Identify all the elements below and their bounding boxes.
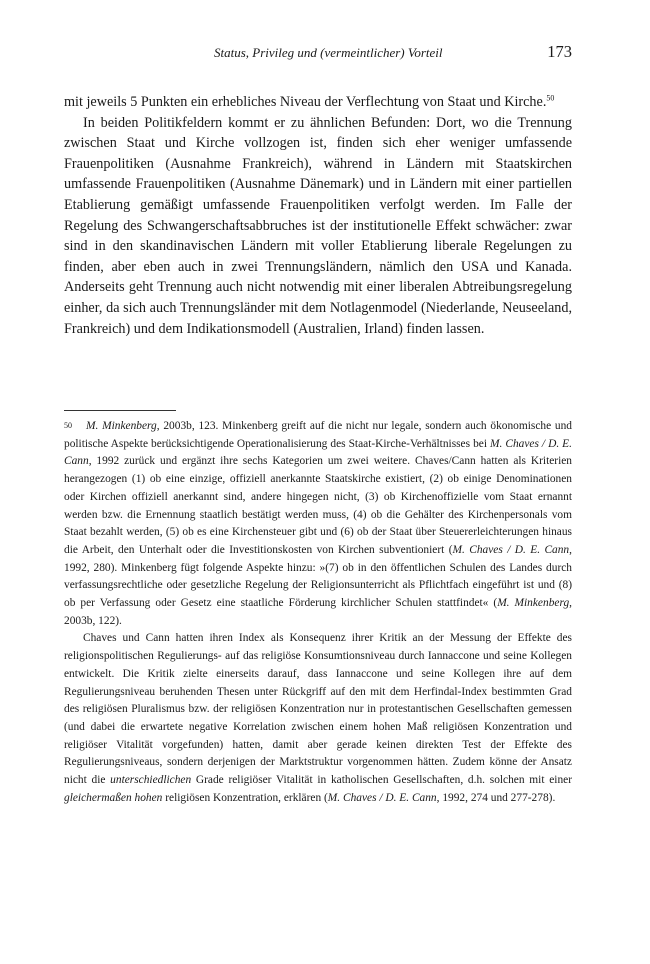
- paragraph-text: mit jeweils 5 Punkten ein erhebliches Niveau der Verflechtung von Staat und Kirche.: [64, 94, 547, 110]
- citation-author: M. Chaves / D. E. Cann: [64, 437, 572, 468]
- emphasis: gleichermaßen hohen: [64, 791, 163, 804]
- footnote-text: , 1992, 280). Minkenberg fügt folgende Aspekte hinzu: »(7) ob in den öffentlichen Schulen des Landes durch verfassungsrechtliche oder gesetzliche Regelung der Religionsunterricht als Pflichtfach eingeführt ist und (8) ob per Verfassung oder Gesetz eine staatliche Förderung kirchlicher Schulen stattfindet« (: [64, 543, 572, 610]
- footnote-text: , 1992, 274 und 277-278).: [436, 791, 556, 804]
- paragraph-continued: [64, 92, 572, 113]
- footnote-text: Chaves und Cann hatten ihren Index als Konsequenz ihrer Kritik an der Messung der Effekte des religionspolitischen Regulierungs- auf das religiöse Konsumtionsniveau durch Iannaccone und seine Kollegen entwickelt. Die Kritik zielte einerseits darauf, dass Iannaccone und seine Kollegen ihre auf dem Regulierungsniveau beruhenden Thesen unter Rückgriff auf den mit dem Herfindal-Index bestimmten Grad des religiösen Pluralismus bzw. der religiösen Konzentration nur in protestantischen Gesellschaften gemessen (und dabei die erwartete negative Korrelation zwischen einem hohen Maß religiösen Konzentration und religiöser Vitalität vorgefunden) hatten, damit aber gerade keinen direkten Test der Effekte des Regulierungsniveaus, sondern derjenigen der Marktstruktur vorgenommen hätten. Zudem könne der Ansatz nicht die: [64, 632, 572, 787]
- footnote-number: 50: [64, 421, 72, 430]
- footnote-text: , 1992 zurück und ergänzt ihre sechs Kategorien um zwei weitere. Chaves/Cann hatten als Kriterien herangezogen (1) ob eine einzige, offiziell anerkannte Staatskirche existiert, (2) ob einige Denominationen oder Kirchen offiziell anerkannt sind, andere hingegen nicht, (3) ob Kirchenoffizielle vom Staat ernannt werden bzw. die Ernennung staatlich bestätigt werden muss, (4) ob die Gehälter des Kirchenpersonals vom Staat bezahlt werden, (5) ob es eine Kirchensteuer gibt und (6) ob der Staat über Steuererleichterungen hinaus die Arbeit, den Unterhalt oder die Investitionskosten von Kirchen subventioniert (: [64, 455, 572, 556]
- footnote-separator: [64, 410, 176, 411]
- footnote-text: , 2003b, 122).: [64, 597, 573, 627]
- citation-author: M. Minkenberg: [497, 597, 570, 610]
- footnote-text: , 2003b, 123. Minkenberg greift auf die nicht nur legale, sondern auch ökonomische und politische Aspekte berücksichtigende Operationalisierung des Staat-Kirche-Verhältnisses bei: [64, 420, 572, 450]
- footnote-50: [64, 418, 572, 630]
- main-text: [64, 92, 572, 339]
- running-header: [62, 42, 572, 65]
- page-number: 173: [547, 42, 572, 61]
- citation-author: M. Chaves / D. E. Cann: [452, 543, 570, 556]
- emphasis: unterschiedlichen: [110, 774, 192, 787]
- footnote-paragraph: [64, 630, 572, 807]
- citation-author: M. Chaves / D. E. Cann: [327, 791, 437, 804]
- citation-author: M. Minkenberg: [86, 420, 157, 432]
- running-title: Status, Privileg und (vermeintlicher) Vorteil: [214, 45, 443, 60]
- footnote-reference: 50: [546, 93, 555, 103]
- footnotes: [64, 418, 572, 807]
- footnote-text: Grade religiöser Vitalität in katholischen Gesellschaften, d.h. solchen mit einer: [191, 774, 572, 787]
- footnote-text: religiösen Konzentration, erklären (: [162, 791, 328, 804]
- paragraph: In beiden Politikfeldern kommt er zu ähnlichen Befunden: Dort, wo die Trennung zwischen Staat und Kirche vollzogen ist, finden sich eher weniger umfassende Frauenpolitiken (Ausnahme Frankreich), während in Ländern mit Staatskirchen umfassende Frauenpolitiken (Ausnahme Dänemark) und in Ländern mit einer partiellen Etablierung gemäßigt umfassende Frauenpolitiken verfolgt werden. Im Falle der Regelung des Schwangerschaftsabbruches ist der institutionelle Effekt schwächer: zwar sind in den skandinavischen Ländern mit voller Etablierung liberale Regelungen zu finden, aber eben auch in zwei Trennungsländern, nämlich den USA und Kanada. Anderseits geht Trennung auch nicht notwendig mit einer liberalen Abtreibungsregelung einher, da sich auch Trennungsländer mit dem Notlagenmodel (Niederlande, Neuseeland, Frankreich) und dem Indikationsmodell (Australien, Irland) finden lassen.: [64, 114, 572, 337]
